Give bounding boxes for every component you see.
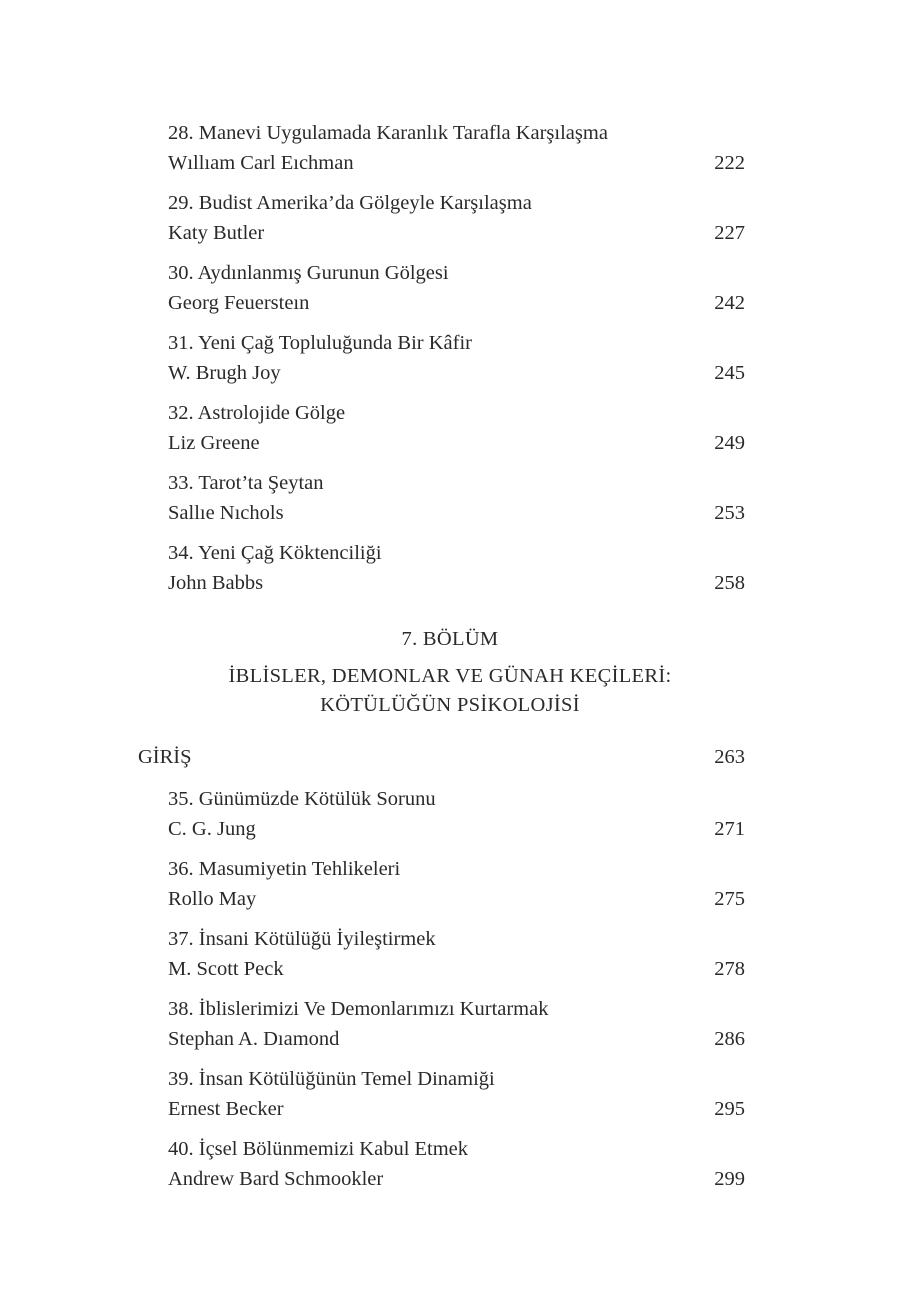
toc-entry-30 [168,258,745,318]
entry-page-number: 222 [714,152,745,174]
entry-title: 40. İçsel Bölünmemizi Kabul Etmek [168,1138,469,1160]
entry-page-number: 227 [714,222,745,244]
entry-page-number: 278 [714,958,745,980]
entry-author: C. G. Jung [168,818,256,840]
entry-title: 30. Aydınlanmış Gurunun Gölgesi [168,262,449,284]
entry-page-number: 258 [714,572,745,594]
entry-page-number: 295 [714,1098,745,1120]
entry-author: W. Brugh Joy [168,362,281,384]
entry-title: 31. Yeni Çağ Topluluğunda Bir Kâfir [168,332,472,354]
entry-author: Andrew Bard Schmookler [168,1168,384,1190]
entry-author: M. Scott Peck [168,958,284,980]
toc-entry-36 [168,854,745,914]
toc-intro-row [138,742,745,772]
entry-author: Stephan A. Dıamond [168,1028,340,1050]
entry-page-number: 299 [714,1168,745,1190]
toc-entry-38 [168,994,745,1054]
toc-entry-32 [168,398,745,458]
entry-title: 37. İnsani Kötülüğü İyileştirmek [168,928,436,950]
entry-page-number: 249 [714,432,745,454]
entry-author: John Babbs [168,572,264,594]
entry-author: Rollo May [168,888,257,910]
toc-entry-39 [168,1064,745,1124]
intro-label: GİRİŞ [138,746,192,768]
entry-page-number: 245 [714,362,745,384]
entry-title: 34. Yeni Çağ Köktenciliği [168,542,382,564]
entry-author: Wıllıam Carl Eıchman [168,152,354,174]
toc-entry-40 [168,1134,745,1194]
chapter-title-line-2: KÖTÜLÜĞÜN PSİKOLOJİSİ [320,694,580,716]
entry-author: Sallıe Nıchols [168,502,284,524]
entry-title: 35. Günümüzde Kötülük Sorunu [168,788,436,810]
entry-page-number: 253 [714,502,745,524]
toc-entry-35 [168,784,745,844]
toc-entry-28 [168,118,745,178]
toc-entry-37 [168,924,745,984]
chapter-number: 7. BÖLÜM [401,628,499,650]
entry-page-number: 271 [714,818,745,840]
entry-title: 32. Astrolojide Gölge [168,402,346,424]
entry-title: 39. İnsan Kötülüğünün Temel Dinamiği [168,1068,495,1090]
entry-title: 38. İblislerimizi Ve Demonlarımızı Kurtarmak [168,998,549,1020]
entry-page-number: 286 [714,1028,745,1050]
toc-entry-34 [168,538,745,598]
toc-entry-33 [168,468,745,528]
toc-entry-29 [168,188,745,248]
entry-title: 29. Budist Amerika’da Gölgeyle Karşılaşma [168,192,532,214]
intro-page-number: 263 [714,746,745,768]
entry-title: 28. Manevi Uygulamada Karanlık Tarafla Karşılaşma [168,122,608,144]
entry-author: Georg Feuersteın [168,292,310,314]
entry-author: Katy Butler [168,222,265,244]
entry-title: 36. Masumiyetin Tehlikeleri [168,858,401,880]
toc-entry-31 [168,328,745,388]
chapter-title-line-1: İBLİSLER, DEMONLAR VE GÜNAH KEÇİLERİ: [228,665,672,687]
entry-page-number: 242 [714,292,745,314]
entry-author: Ernest Becker [168,1098,284,1120]
entry-title: 33. Tarot’ta Şeytan [168,472,324,494]
entry-page-number: 275 [714,888,745,910]
entry-author: Liz Greene [168,432,260,454]
